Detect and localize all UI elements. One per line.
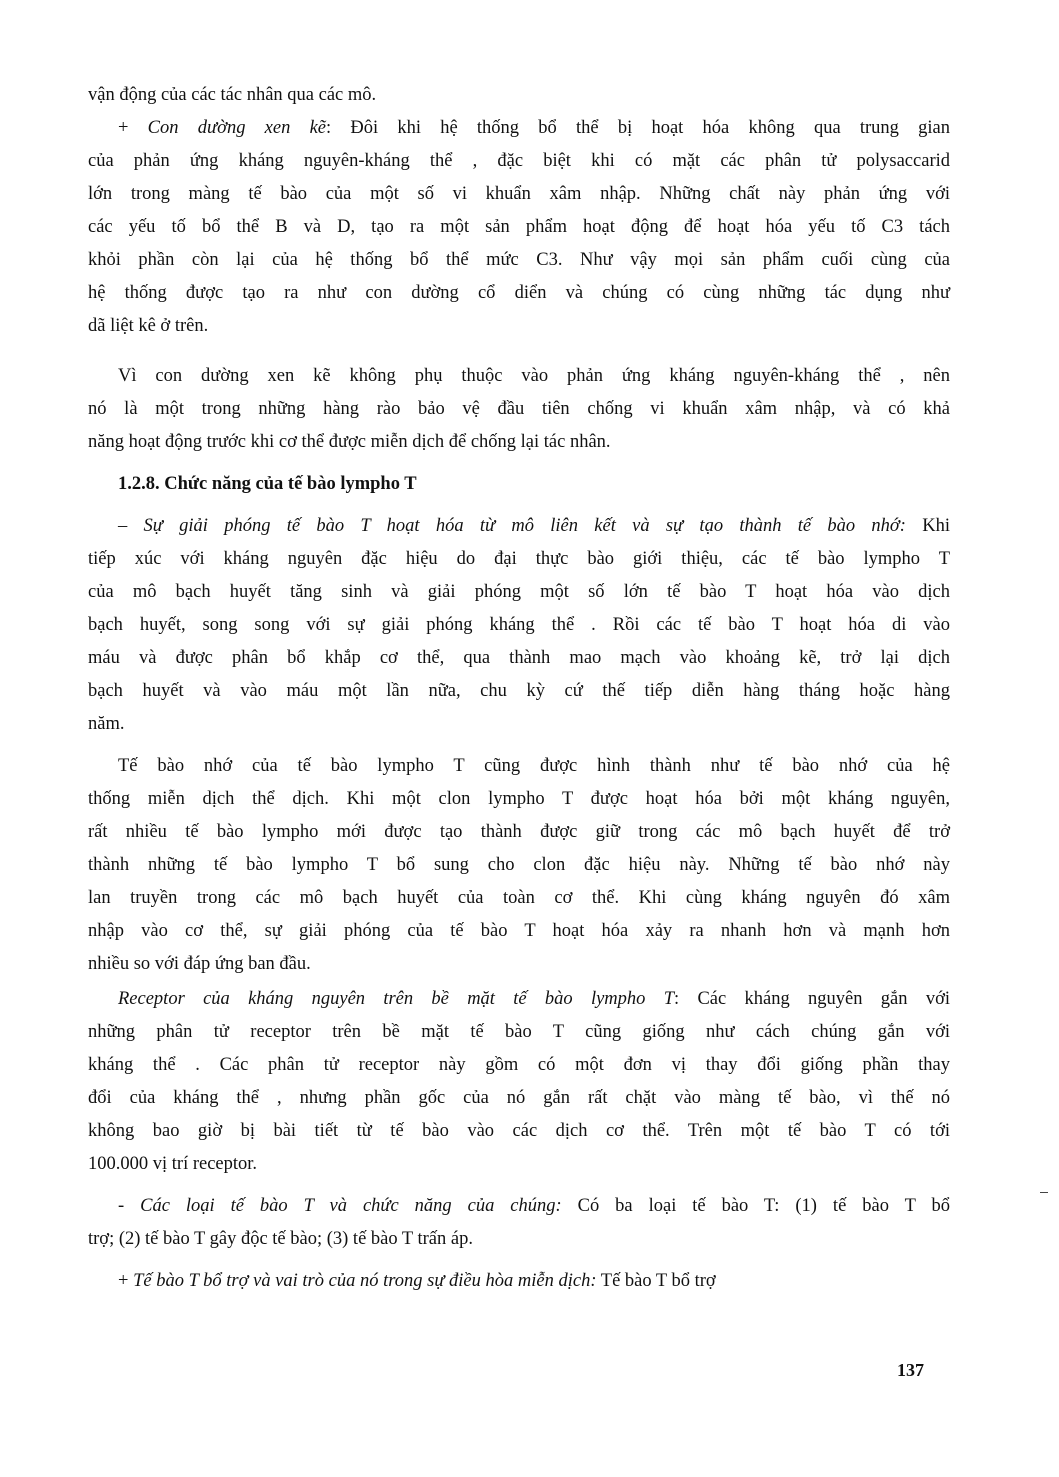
text-line <box>88 543 950 576</box>
text-line <box>88 609 950 642</box>
paragraph <box>88 510 950 741</box>
scan-mark <box>1040 1192 1048 1193</box>
text: + <box>118 118 148 138</box>
text: hệ thống được tạo ra như con dường cổ diển và chúng có cùng những tác dụng như <box>88 283 950 303</box>
text-line <box>88 1049 950 1082</box>
text: - <box>118 1196 141 1216</box>
paragraph <box>88 1190 950 1256</box>
paragraph <box>88 983 950 1181</box>
text: năm. <box>88 714 125 734</box>
text-line <box>88 510 950 543</box>
text-line <box>88 642 950 675</box>
text-line <box>88 145 950 178</box>
section-heading <box>88 468 950 501</box>
text: Tế bào T bổ trợ <box>596 1271 716 1291</box>
paragraph <box>88 112 950 343</box>
paragraph <box>88 750 950 981</box>
italic-text: Con dường xen kẽ <box>147 118 327 138</box>
text: kháng thể . Các phân tử receptor này gồm có một đơn vị thay đổi giống phần thay <box>88 1055 950 1075</box>
text-line <box>88 426 950 459</box>
text-line <box>88 708 950 741</box>
text-line <box>88 1223 950 1256</box>
text: thành những tế bào lympho T bổ sung cho clon đặc hiệu này. Những tế bào nhớ này <box>88 855 950 875</box>
text: lan truyền trong các mô bạch huyết của toàn cơ thể. Khi cùng kháng nguyên đó xâm <box>88 888 950 908</box>
text: bạch huyết và vào máu một lần nữa, chu kỳ cứ thế tiếp diễn hàng tháng hoặc hàng <box>88 681 950 701</box>
text-line <box>88 360 950 393</box>
text: năng hoạt động trước khi cơ thể được miễn dịch để chống lại tác nhân. <box>88 432 611 452</box>
text: thống miễn dịch thể dịch. Khi một clon lympho T được hoạt hóa bởi một kháng nguyên, <box>88 789 950 809</box>
page-number: 137 <box>897 1360 924 1380</box>
italic-text: – Sự giải phóng tế bào T hoạt hóa từ mô liên kết và sự tạo thành tế bào nhớ: <box>118 516 906 536</box>
text: máu và được phân bổ khắp cơ thể, qua thành mao mạch vào khoảng kẽ, trở lại dịch <box>88 648 950 668</box>
text-line <box>88 310 950 343</box>
italic-text: Các loại tế bào T và chức năng của chúng: <box>140 1196 562 1216</box>
text-line <box>88 244 950 277</box>
text: Tế bào nhớ của tế bào lympho T cũng được hình thành như tế bào nhớ của hệ <box>118 756 950 776</box>
text-line <box>88 79 950 112</box>
text: bạch huyết, song song với sự giải phóng kháng thể . Rồi các tế bào T hoạt hóa di vào <box>88 615 950 635</box>
text: + <box>118 1271 134 1291</box>
text: nhập vào cơ thể, sự giải phóng của tế bào T hoạt hóa xảy ra nhanh hơn và mạnh hơn <box>88 921 950 941</box>
text: nhiều so với đáp ứng ban đầu. <box>88 954 311 974</box>
text-line <box>88 211 950 244</box>
text-line <box>88 750 950 783</box>
bold-text: 1.2.8. Chức năng của tế bào lympho T <box>118 474 417 494</box>
text-line <box>88 983 950 1016</box>
paragraph <box>88 1265 950 1298</box>
text: trợ; (2) tế bào T gây độc tế bào; (3) tế bào T trấn áp. <box>88 1229 473 1249</box>
text-line <box>88 1148 950 1181</box>
text: của mô bạch huyết tăng sinh và giải phóng một số lớn tế bào T hoạt hóa vào dịch <box>88 582 950 602</box>
text: : Đôi khi hệ thống bổ thể bị hoạt hóa không qua trung gian <box>326 118 951 138</box>
text: đổi của kháng thể , nhưng phần gốc của nó gắn rất chặt vào màng tế bào, vì thế nó <box>88 1088 950 1108</box>
italic-text: Tế bào T bổ trợ và vai trò của nó trong sự điều hòa miễn dịch: <box>133 1271 597 1291</box>
text-line <box>88 1115 950 1148</box>
text-line <box>88 948 950 981</box>
text: Vì con dường xen kẽ không phụ thuộc vào phản ứng kháng nguyên-kháng thể , nên <box>118 366 950 386</box>
text: Khi <box>905 516 950 536</box>
text: dã liệt kê ở trên. <box>88 316 209 336</box>
text-line <box>88 675 950 708</box>
text: Có ba loại tế bào T: (1) tế bào T bổ <box>561 1196 950 1216</box>
text-line <box>88 393 950 426</box>
text-line <box>88 915 950 948</box>
paragraph <box>88 360 950 459</box>
text: tiếp xúc với kháng nguyên đặc hiệu do đại thực bào giới thiệu, các tế bào lympho T <box>88 549 950 569</box>
page-body <box>88 79 950 1298</box>
text: 100.000 vị trí receptor. <box>88 1154 258 1174</box>
paragraph <box>88 79 950 112</box>
text: nó là một trong những hàng rào bảo vệ đầu tiên chống vi khuẩn xâm nhập, và có khả <box>88 399 950 419</box>
text: những phân tử receptor trên bề mặt tế bào T cũng giống như cách chúng gắn với <box>88 1022 950 1042</box>
text-line <box>88 783 950 816</box>
italic-text: Receptor của kháng nguyên trên bề mặt tế bào lympho T <box>118 989 675 1009</box>
text-line <box>88 277 950 310</box>
text-line <box>88 816 950 849</box>
text: khỏi phần còn lại của hệ thống bổ thể mức C3. Như vậy mọi sản phẩm cuối cùng của <box>88 250 950 270</box>
text-line <box>88 882 950 915</box>
text: rất nhiều tế bào lympho mới được tạo thành được giữ trong các mô bạch huyết để trở <box>88 822 950 842</box>
text-line <box>88 1265 950 1298</box>
text-line <box>88 576 950 609</box>
text: không bao giờ bị bài tiết từ tế bào vào các dịch cơ thể. Trên một tế bào T có tới <box>88 1121 950 1141</box>
text-line <box>88 1016 950 1049</box>
text: lớn trong màng tế bào của một số vi khuẩn xâm nhập. Những chất này phản ứng với <box>88 184 950 204</box>
text-line <box>88 178 950 211</box>
text-line <box>88 1082 950 1115</box>
text: vận động của các tác nhân qua các mô. <box>88 85 377 105</box>
text: của phản ứng kháng nguyên-kháng thể , đặc biệt khi có mặt các phân tử polysaccarid <box>88 151 950 171</box>
text-line <box>88 468 950 501</box>
text-line <box>88 849 950 882</box>
text-line <box>88 1190 950 1223</box>
text: các yếu tố bổ thể B và D, tạo ra một sản phẩm hoạt động để hoạt hóa yếu tố C3 tách <box>88 217 950 237</box>
text-line <box>88 112 950 145</box>
text: : Các kháng nguyên gắn với <box>674 989 950 1009</box>
